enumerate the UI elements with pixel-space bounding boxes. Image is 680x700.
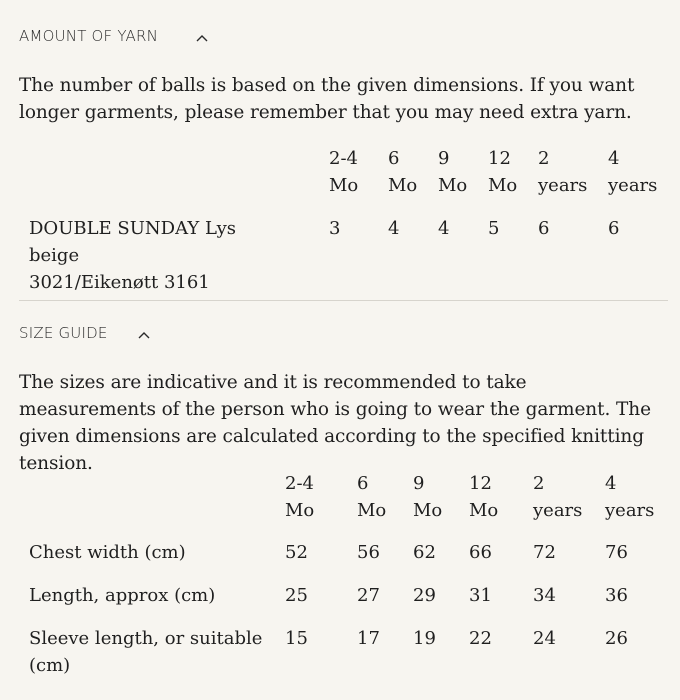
size-value: 34 bbox=[533, 585, 556, 606]
size-guide-description: The sizes are indicative and it is recommended to take measurements of the person who is going to wear the garment. The given dimensions are calculated according to the specified knitting tension. bbox=[19, 372, 651, 474]
size-value: 22 bbox=[469, 628, 492, 649]
chevron-up-icon[interactable] bbox=[196, 34, 208, 42]
size-value: 76 bbox=[605, 542, 628, 563]
yarn-size-2y: 2 years bbox=[538, 148, 588, 196]
yarn-value: 5 bbox=[488, 218, 500, 239]
size-value: 36 bbox=[605, 585, 628, 606]
size-value: 29 bbox=[413, 585, 436, 606]
size-header-2-4: 2-4 Mo bbox=[285, 473, 315, 521]
yarn-size-2-4: 2-4 Mo bbox=[329, 148, 359, 196]
yarn-size-12: 12 Mo bbox=[488, 148, 518, 196]
yarn-description: The number of balls is based on the given dimensions. If you want longer garments, please remember that you may need extra yarn. bbox=[19, 75, 635, 123]
size-header-9: 9 Mo bbox=[413, 473, 443, 521]
size-header-6: 6 Mo bbox=[357, 473, 387, 521]
yarn-value: 6 bbox=[538, 218, 550, 239]
yarn-row-label: DOUBLE SUNDAY Lys beige 3021/Eikenøtt 3161 bbox=[29, 218, 236, 293]
size-header-12: 12 Mo bbox=[469, 473, 499, 521]
yarn-value: 4 bbox=[438, 218, 450, 239]
section-divider bbox=[19, 300, 668, 301]
size-value: 19 bbox=[413, 628, 436, 649]
size-value: 25 bbox=[285, 585, 308, 606]
chevron-up-icon[interactable] bbox=[138, 331, 150, 339]
size-value: 27 bbox=[357, 585, 380, 606]
yarn-value: 3 bbox=[329, 218, 341, 239]
size-guide-section-title: SIZE GUIDE bbox=[19, 324, 108, 342]
yarn-section-toggle[interactable] bbox=[19, 27, 158, 45]
size-value: 66 bbox=[469, 542, 492, 563]
yarn-value: 4 bbox=[388, 218, 400, 239]
size-value: 31 bbox=[469, 585, 492, 606]
yarn-section-title: AMOUNT OF YARN bbox=[19, 27, 159, 45]
size-row-label: Sleeve length, or suitable (cm) bbox=[29, 628, 263, 676]
yarn-size-4y: 4 years bbox=[608, 148, 658, 196]
size-row-label: Chest width (cm) bbox=[29, 542, 186, 563]
size-value: 17 bbox=[357, 628, 380, 649]
size-header-4y: 4 years bbox=[605, 473, 655, 521]
size-guide-section-toggle[interactable] bbox=[19, 324, 108, 342]
yarn-value: 6 bbox=[608, 218, 620, 239]
size-value: 56 bbox=[357, 542, 380, 563]
yarn-size-6: 6 Mo bbox=[388, 148, 418, 196]
size-row-label: Length, approx (cm) bbox=[29, 585, 216, 606]
yarn-size-9: 9 Mo bbox=[438, 148, 468, 196]
size-value: 15 bbox=[285, 628, 308, 649]
size-value: 72 bbox=[533, 542, 556, 563]
size-value: 62 bbox=[413, 542, 436, 563]
size-value: 52 bbox=[285, 542, 308, 563]
size-value: 24 bbox=[533, 628, 556, 649]
size-value: 26 bbox=[605, 628, 628, 649]
size-header-2y: 2 years bbox=[533, 473, 583, 521]
